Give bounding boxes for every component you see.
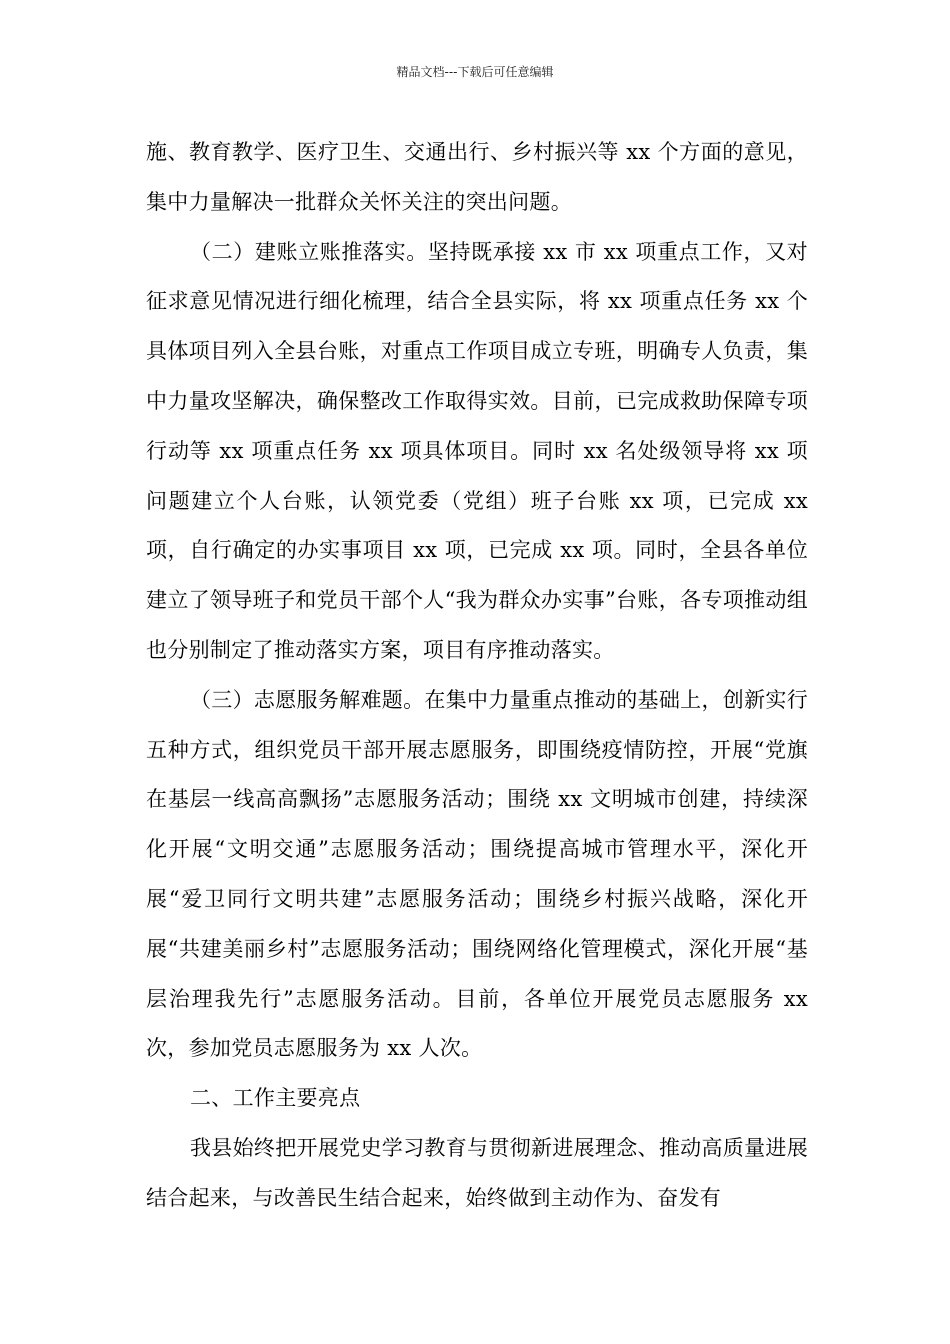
paragraph-section-two: （二）建账立账推落实。坚持既承接 xx 市 xx 项重点工作，又对征求意见情况进行细化梳理，结合全县实际，将 xx 项重点任务 xx 个具体项目列入全县台账，对重点工作项目成立专班，明确专人负责，集中力量攻坚解决，确保整改工作取得实效。目前，已完成救助保障专项行动等 xx 项重点任务 xx 项具体项目。同时 xx 名处级领导将 xx 项问题建立个人台账，认领党委（党组）班子台账 xx 项，已完成 xx 项，自行确定的办实事项目 xx 项，已完成 xx 项。同时，全县各单位建立了领导班子和党员干部个人“我为群众办实事”台账，各专项推动组也分别制定了推动落实方案，项目有序推动落实。 (146, 239, 808, 662)
paragraph-highlights: 我县始终把开展党史学习教育与贯彻新进展理念、推动高质量进展结合起来，与改善民生结合起来，始终做到主动作为、奋发有 (146, 1135, 808, 1210)
page-header: 精品文档---下载后可任意编辑 (396, 65, 554, 79)
section-heading-highlights: 二、工作主要亮点 (190, 1086, 361, 1111)
paragraph-continuation: 施、教育教学、医疗卫生、交通出行、乡村振兴等 xx 个方面的意见，集中力量解决一批群众关怀关注的突出问题。 (146, 140, 808, 214)
document-body (146, 128, 808, 1224)
paragraph-section-three: （三）志愿服务解难题。在集中力量重点推动的基础上，创新实行五种方式，组织党员干部开展志愿服务，即围绕疫情防控，开展“党旗在基层一线高高飘扬”志愿服务活动；围绕 xx 文明城市创建，持续深化开展“文明交通”志愿服务活动；围绕提高城市管理水平，深化开展“爱卫同行文明共建”志愿服务活动；围绕乡村振兴战略，深化开展“共建美丽乡村”志愿服务活动；围绕网络化管理模式，深化开展“基层治理我先行”志愿服务活动。目前，各单位开展党员志愿服务 xx 次，参加党员志愿服务为 xx 人次。 (146, 687, 808, 1061)
